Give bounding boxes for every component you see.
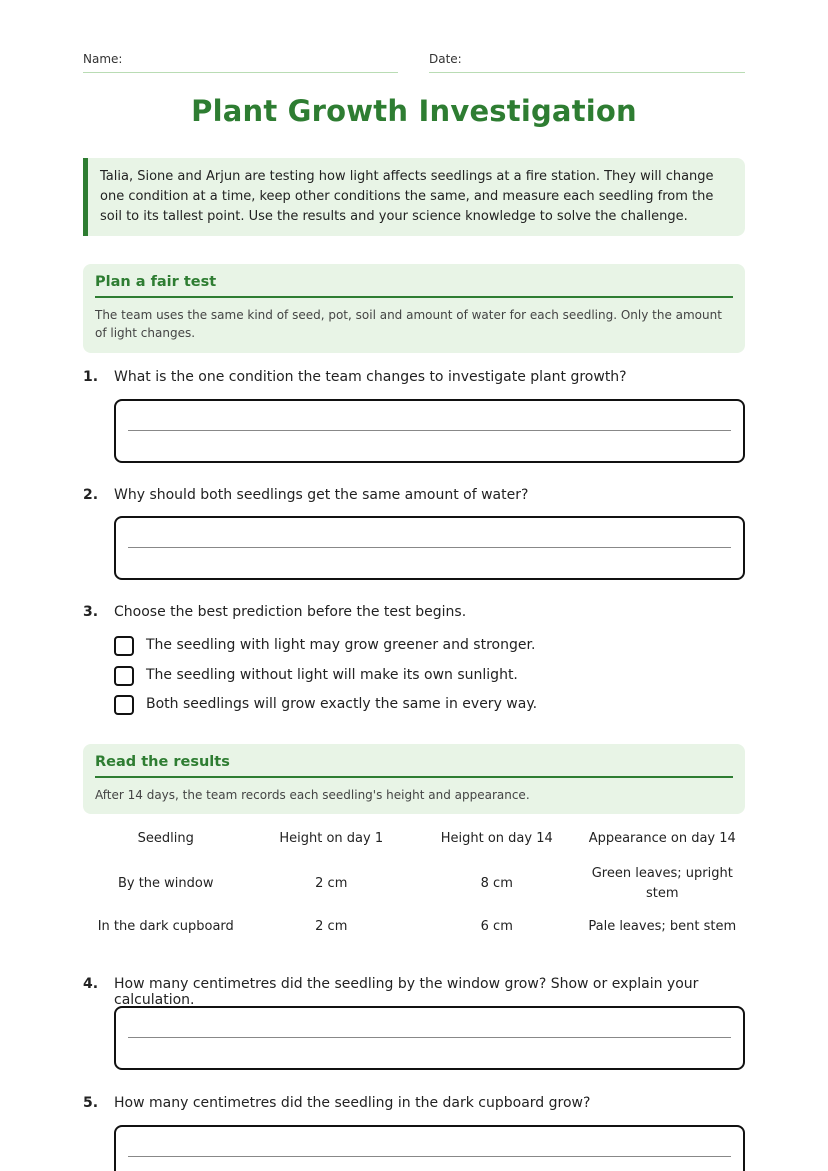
question-text: Why should both seedlings get the same amount of water?	[114, 487, 529, 503]
table-cell: In the dark cupboard	[97, 919, 234, 934]
choice-label: The seedling with light may grow greener and stronger.	[146, 637, 536, 653]
section-text: After 14 days, the team records each seedling's height and appearance.	[95, 788, 530, 802]
question-text: How many centimetres did the seedling in the dark cupboard grow?	[114, 1095, 591, 1111]
name-label: Name:	[83, 52, 123, 66]
answer-box-5[interactable]	[114, 1125, 745, 1171]
answer-box-1[interactable]	[114, 399, 745, 463]
column-header: Height on day 1	[279, 830, 384, 846]
table-cell: Pale leaves; bent stem	[588, 919, 737, 934]
question-number: 2.	[83, 487, 99, 503]
table-cell: 8 cm	[480, 876, 513, 891]
choice-label: The seedling without light will make its own sunlight.	[146, 667, 518, 683]
column-header: Appearance on day 14	[588, 830, 736, 846]
name-field[interactable]	[83, 52, 398, 73]
results-table	[83, 823, 745, 939]
answer-line	[128, 1037, 731, 1038]
table-row	[83, 915, 745, 939]
section-heading: Read the results	[95, 754, 733, 778]
section-read-results	[83, 744, 745, 814]
answer-box-4[interactable]	[114, 1006, 745, 1070]
answer-line	[128, 430, 731, 431]
date-field[interactable]	[429, 52, 745, 73]
intro-callout: Talia, Sione and Arjun are testing how light affects seedlings at a fire station. They will change one condition at a time, keep other conditions the same, and measure each seedling from the soil to its tallest point. Use the results and your science knowledge to solve the challenge.	[83, 158, 745, 236]
column-header: Seedling	[137, 830, 194, 846]
question-number: 4.	[83, 976, 99, 992]
page-title: Plant Growth Investigation	[191, 94, 637, 128]
question-text: How many centimetres did the seedling by the window grow? Show or explain your calculation.	[114, 976, 699, 1008]
section-heading: Plan a fair test	[95, 274, 733, 298]
question-text: What is the one condition the team changes to investigate plant growth?	[114, 369, 627, 385]
answer-line	[128, 1156, 731, 1157]
section-text: The team uses the same kind of seed, pot, soil and amount of water for each seedling. Only the amount of light changes.	[95, 308, 722, 340]
table-cell: By the window	[117, 876, 214, 891]
table-header-row	[83, 823, 745, 853]
checkbox[interactable]	[114, 695, 134, 715]
checkbox[interactable]	[114, 636, 134, 656]
table-cell: 2 cm	[315, 876, 348, 891]
name-date-row	[83, 52, 745, 74]
choice-label: Both seedlings will grow exactly the same in every way.	[146, 696, 538, 712]
date-label: Date:	[429, 52, 462, 66]
table-cell: 6 cm	[480, 919, 513, 934]
question-number: 3.	[83, 604, 99, 620]
section-plan-fair-test	[83, 264, 745, 353]
question-number: 5.	[83, 1095, 99, 1111]
question-text: Choose the best prediction before the test begins.	[114, 604, 467, 620]
table-cell: 2 cm	[315, 919, 348, 934]
answer-box-2[interactable]	[114, 516, 745, 580]
checkbox[interactable]	[114, 666, 134, 686]
table-row	[83, 853, 745, 915]
question-number: 1.	[83, 369, 99, 385]
table-cell: Green leaves; upright stem	[591, 866, 733, 901]
answer-line	[128, 547, 731, 548]
column-header: Height on day 14	[440, 830, 553, 846]
